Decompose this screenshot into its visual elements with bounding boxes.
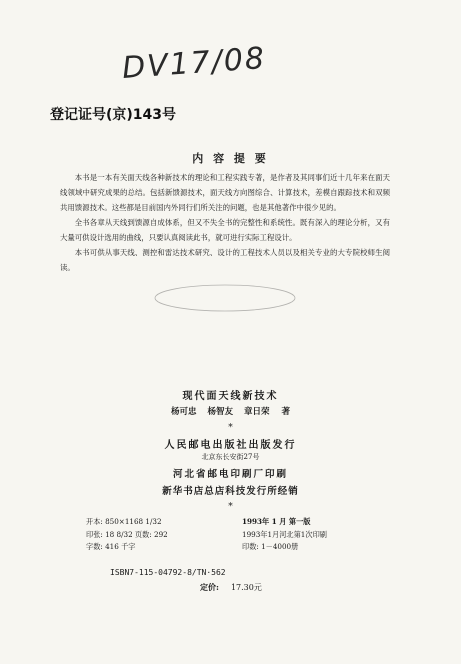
summary-paragraph: 本书可供从事天线、测控和雷达技术研究、设计的工程技术人员以及相关专业的大专院校师生阅读。 [60,248,390,272]
spec-edition: 1993年 1 月 第一版 [242,517,311,526]
distributor: 新华书店总店科技发行所经销 [162,486,299,497]
price-value: 17.30元 [230,583,262,592]
printer: 河北省邮电印刷厂印刷 [172,469,288,480]
specs-row [86,529,386,542]
summary-paragraph: 本书是一本有关面天线各种新技术的理论和工程实践专著，是作者及其同事们近十几年来在面天线领域中研究成果的总结。包括新馈源技术，面天线方向图综合、计算技术，差模自跟踪技术和双频共用馈源技术。这些都是目前国内外同行们所关注的问题，也是其他著作中很少见的。 [60,173,390,212]
author-tag: 著 [281,407,290,417]
authors-line [0,405,461,417]
spec-sheets-pages: 印张: 18 8/32 页数: 292 [86,529,168,539]
separator-star: * [228,423,233,433]
author-names: 杨可忠 杨智友 章日荣 [171,407,270,417]
book-title: 现代面天线新技术 [182,391,279,402]
spec-format: 开本: 850×1168 1/32 [86,517,162,526]
stamp-mark [150,282,300,314]
summary-paragraph: 全书各章从天线到馈源自成体系，但又不失全书的完整性和系统性。既有深入的理论分析，又有大量可供设计选用的曲线，只要认真阅读此书，就可进行实际工程设计。 [60,218,390,242]
spec-print-run: 印数: 1－4000册 [242,542,299,551]
separator-star: * [228,502,233,512]
registration-number: 登记证号(京)143号 [50,107,177,123]
publisher-address: 北京东长安街27号 [201,453,260,461]
publisher: 人民邮电出版社出版发行 [164,440,297,451]
specs-row [86,541,386,554]
isbn: ISBN7-115-04792-8/TN·562 [110,568,226,577]
price [200,582,262,593]
summary-body [60,170,390,275]
specs-row [86,516,386,529]
handwritten-note: DV17/08 [120,41,268,86]
spec-printing: 1993年1月河北第1次印刷 [242,529,327,539]
spec-word-count: 字数: 416 千字 [86,542,136,551]
specs-table [86,516,386,554]
summary-title: 内 容 提 要 [192,152,269,165]
price-label: 定价: [200,582,219,592]
